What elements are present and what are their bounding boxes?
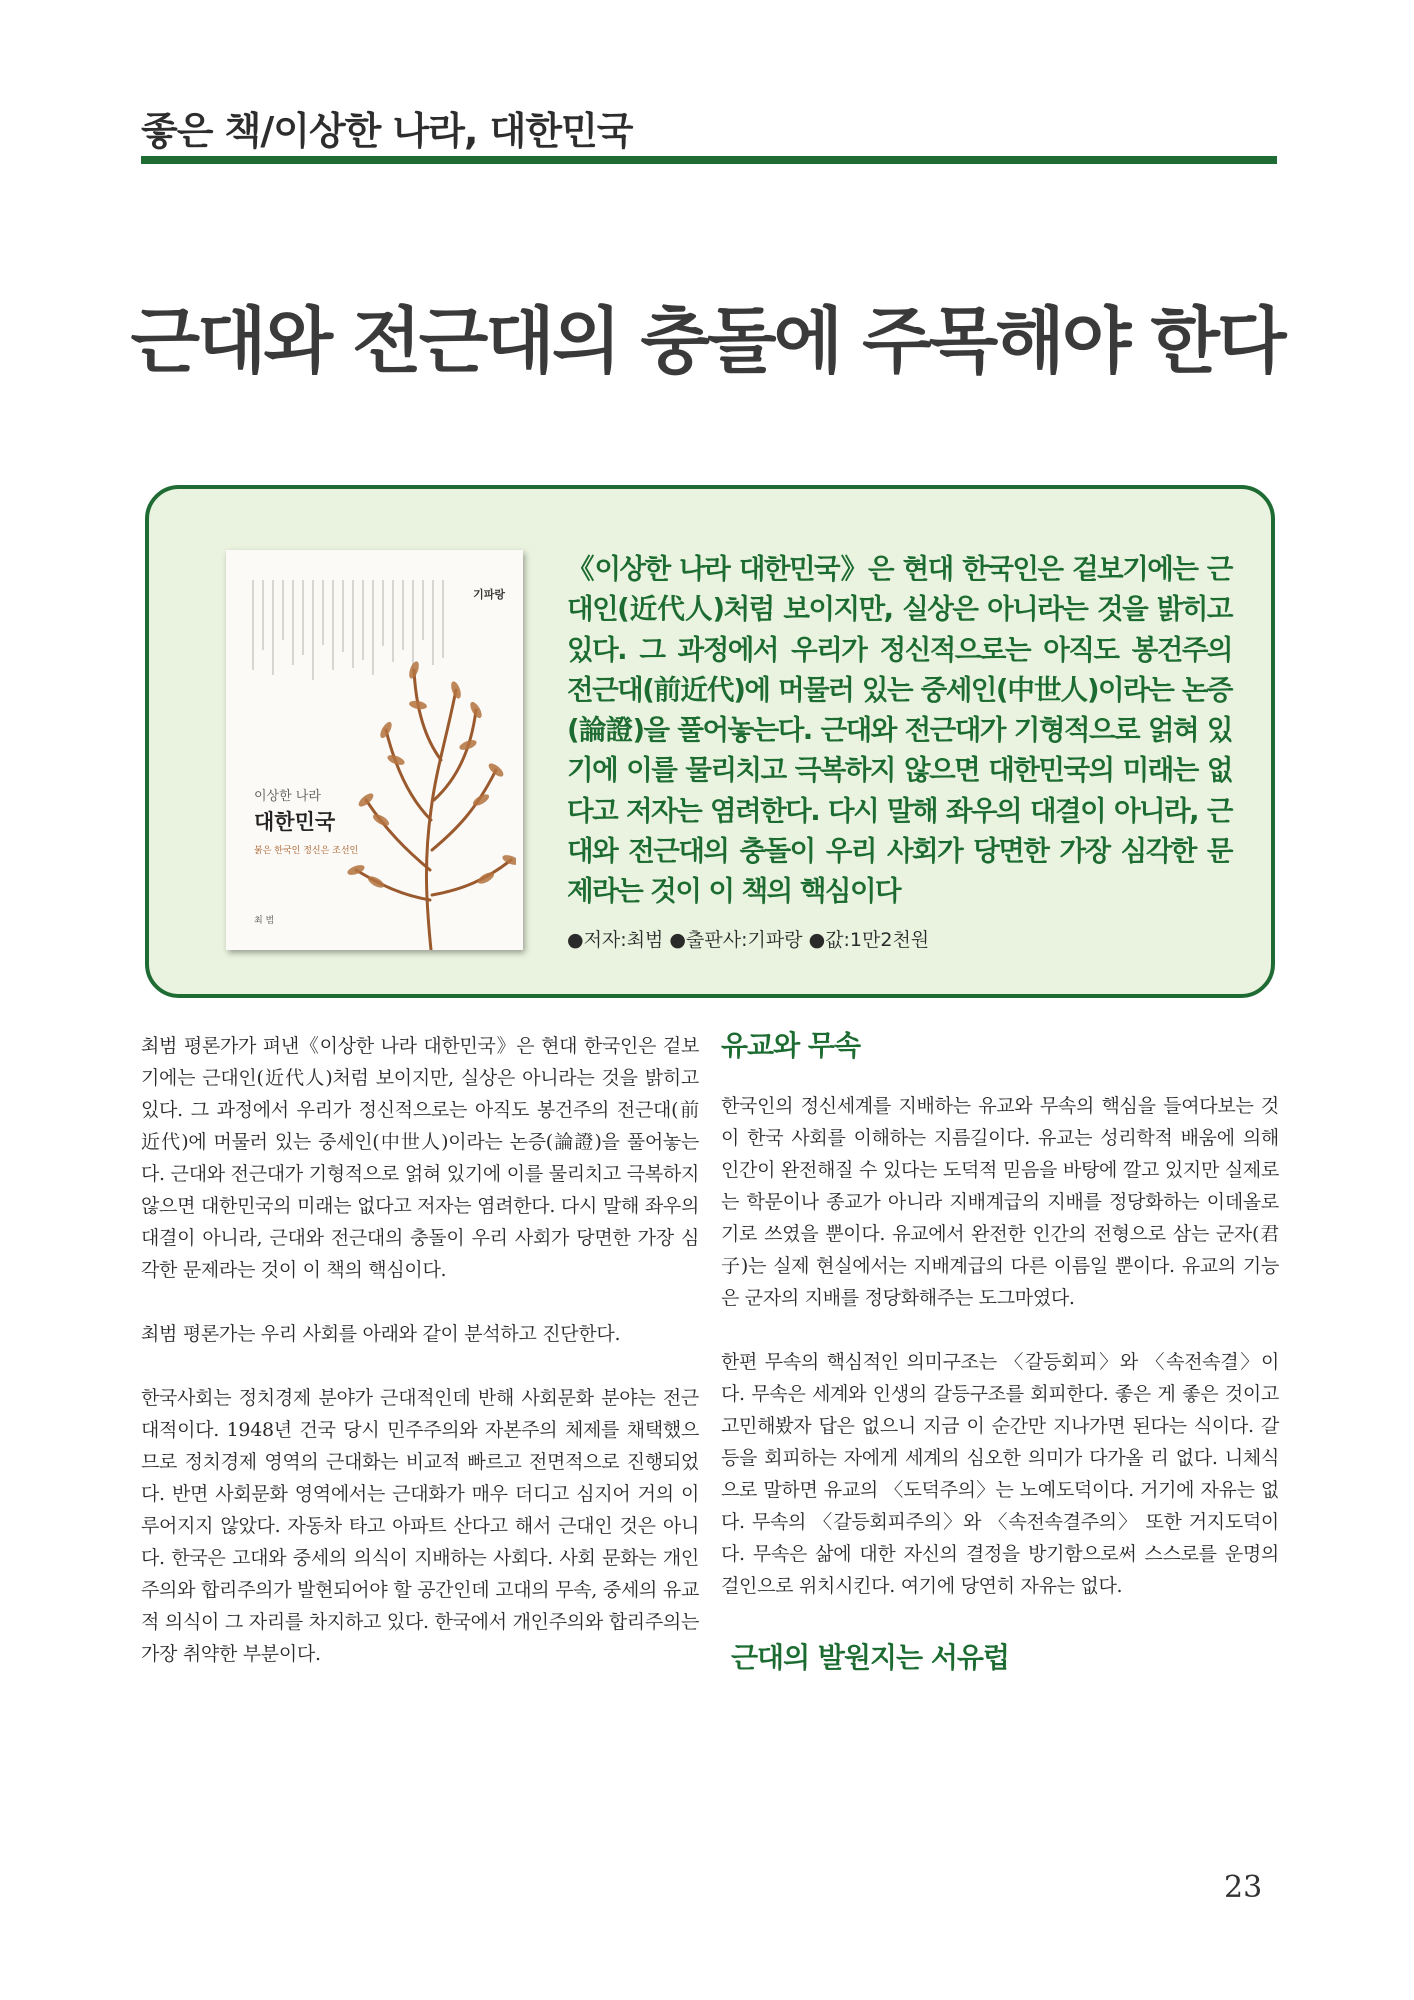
subhead-origin-of-modernity: 근대의 발원지는 서유럽 xyxy=(731,1641,1009,1674)
summary-box xyxy=(145,485,1275,998)
section-title: 좋은 책/이상한 나라, 대한민국 xyxy=(141,109,633,153)
cover-tagline: 붉은 한국인 정신은 조선인 xyxy=(254,846,359,856)
book-summary: 《이상한 나라 대한민국》은 현대 한국인은 겉보기에는 근대인(近代人)처럼 보이지만, 실상은 아니라는 것을 밝히고 있다. 그 과정에서 우리가 정신적으로는 아직도 봉건주의 전근대(前近代)에 머물러 있는 중세인(中世人)이라는 논증(論證)을 풀어놓는다. 근대와 전근대가 기형적으로 얽혀 있기에 이를 물리치고 극복하지 않으면 대한민국의 미래는 없다고 저자는 염려한다. 다시 말해 좌우의 대결이 아니라, 근대와 전근대의 충돌이 우리 사회가 당면한 가장 심각한 문제라는 것이 이 책의 핵심이다 xyxy=(567,553,1232,908)
cover-title: 대한민국 xyxy=(254,810,336,834)
paragraph: 한국인의 정신세계를 지배하는 유교와 무속의 핵심을 들여다보는 것이 한국 사회를 이해하는 지름길이다. 유교는 성리학적 배움에 의해 인간이 완전해질 수 있다는 도덕적 믿음을 바탕에 깔고 있지만 실제로는 학문이나 종교가 아니라 지배계급의 지배를 정당화하는 이데올로기로 쓰였을 뿐이다. 유교에서 완전한 인간의 전형으로 삼는 군자(君子)는 실제 현실에서는 지배계급의 다른 이름일 뿐이다. 유교의 기능은 군자의 지배를 정당화해주는 도그마였다. xyxy=(721,1095,1279,1309)
paragraph: 최범 평론가는 우리 사회를 아래와 같이 분석하고 진단한다. xyxy=(141,1323,621,1345)
book-cover-image xyxy=(226,550,523,950)
tree-illustration-icon xyxy=(346,650,516,950)
page-number: 23 xyxy=(1224,1870,1263,1905)
paragraph: 한편 무속의 핵심적인 의미구조는 〈갈등회피〉와 〈속전속결〉이다. 무속은 세계와 인생의 갈등구조를 회피한다. 좋은 게 좋은 것이고 고민해봤자 답은 없으니 지금 이 순간만 지나가면 된다는 식이다. 갈등을 회피하는 자에게 세계의 심오한 의미가 다가올 리 없다. 니체식으로 말하면 유교의 〈도덕주의〉는 노예도덕이다. 거기에 자유는 없다. 무속의 〈갈등회피주의〉와 〈속전속결주의〉 또한 거지도덕이다. 무속은 삶에 대한 자신의 결정을 방기함으로써 스스로를 운명의 걸인으로 위치시킨다. 여기에 당연히 자유는 없다. xyxy=(721,1351,1279,1597)
paragraph: 한국사회는 정치경제 분야가 근대적인데 반해 사회문화 분야는 전근대적이다. 1948년 건국 당시 민주주의와 자본주의 체제를 채택했으므로 정치경제 영역의 근대화는 비교적 빠르고 전면적으로 진행되었다. 반면 사회문화 영역에서는 근대화가 매우 더디고 심지어 거의 이루어지지 않았다. 자동차 타고 아파트 산다고 해서 근대인 것은 아니다. 한국은 고대와 중세의 의식이 지배하는 사회다. 사회 문화는 개인주의와 합리주의가 발현되어야 할 공간인데 고대의 무속, 중세의 유교적 의식이 그 자리를 차지하고 있다. 한국에서 개인주의와 합리주의는 가장 취약한 부분이다. xyxy=(141,1387,699,1665)
article-headline: 근대와 전근대의 충돌에 주목해야 한다 xyxy=(130,299,1284,383)
left-column xyxy=(141,1030,699,1670)
cover-subtitle: 이상한 나라 xyxy=(254,789,321,804)
subhead-confucianism-shamanism: 유교와 무속 xyxy=(721,1029,860,1062)
paragraph: 최범 평론가가 펴낸《이상한 나라 대한민국》은 현대 한국인은 겉보기에는 근대인(近代人)처럼 보이지만, 실상은 아니라는 것을 밝히고 있다. 그 과정에서 우리가 정신적으로는 아직도 봉건주의 전근대(前近代)에 머물러 있는 중세인(中世人)이라는 논증(論證)을 풀어놓는다. 근대와 전근대가 기형적으로 얽혀 있기에 이를 물리치고 극복하지 않으면 대한민국의 미래는 없다고 저자는 염려한다. 다시 말해 좌우의 대결이 아니라, 근대와 전근대의 충돌이 우리 사회가 당면한 가장 심각한 문제라는 것이 이 책의 핵심이다. xyxy=(141,1035,699,1281)
section-divider xyxy=(141,156,1277,164)
right-column xyxy=(721,1030,1279,1678)
cover-author: 최 범 xyxy=(254,916,275,926)
cover-publisher-logo: 기파랑 xyxy=(473,588,505,601)
book-info: ●저자:최범 ●출판사:기파랑 ●값:1만2천원 xyxy=(567,929,930,951)
